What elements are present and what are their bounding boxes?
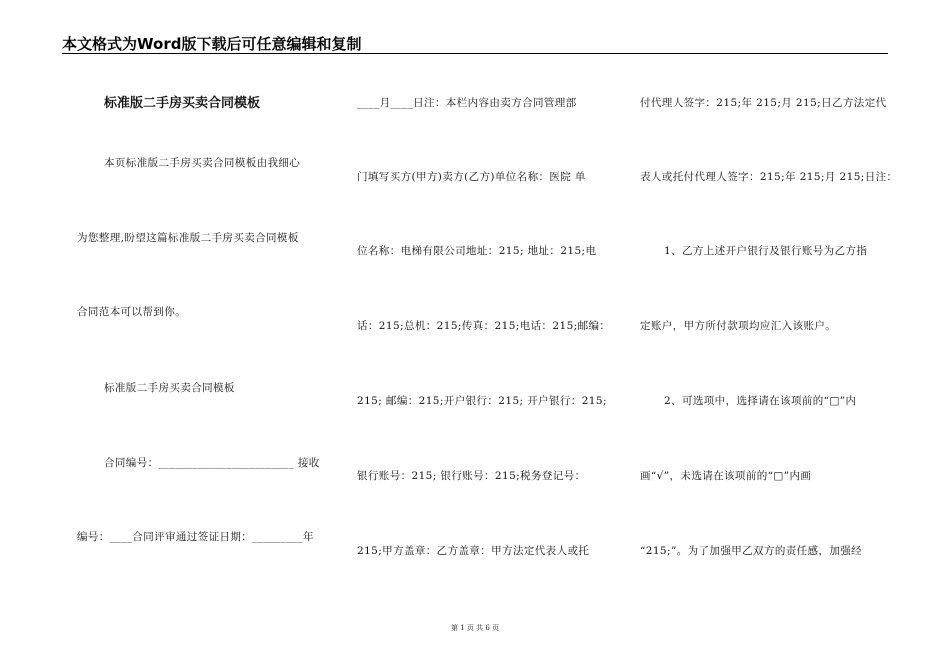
text-line: 215;甲方盖章：乙方盖章：甲方法定代表人或托 [357, 545, 590, 557]
text-line: 画“√”，未选请在该项前的“□”内画 [640, 470, 812, 482]
page-indicator: 第 1 页 共 6 页 [450, 624, 500, 632]
text-line: 标准版二手房买卖合同模板 [104, 382, 235, 394]
text-line: 银行账号：215; 银行账号：215;税务登记号： [357, 470, 586, 482]
text-line: 定账户，甲方所付款项均应汇入该账户。 [640, 320, 837, 332]
text-line: 本页标准版二手房买卖合同模板由我细心 [104, 157, 301, 169]
text-line: 215; 邮编：215;开户银行：215; 开户银行：215; [357, 395, 607, 407]
text-line: 1、乙方上述开户银行及银行账号为乙方指 [664, 245, 868, 257]
text-line: 表人或托付代理人签字：215;年 215;月 215;日注： [640, 171, 898, 183]
text-line: 合同范本可以帮到你。 [77, 306, 186, 318]
text-line: 编号：____合同评审通过签证日期：_________年 [77, 531, 314, 543]
document-banner: 本文格式为Word版下载后可任意编辑和复制 [62, 35, 362, 53]
document-title: 标准版二手房买卖合同模板 [104, 96, 261, 111]
text-line: 话：215;总机：215;传真：215;电话：215;邮编： [357, 320, 611, 332]
text-line: 为您整理,盼望这篇标准版二手房买卖合同模板 [77, 232, 299, 244]
text-line: 合同编号：________________________ 接收 [104, 457, 320, 469]
text-line: 位名称：电梯有限公司地址：215; 地址：215;电 [357, 245, 597, 257]
text-line: 2、可选项中，选择请在该项前的“□”内 [664, 395, 857, 407]
text-line: 付代理人签字：215;年 215;月 215;日乙方法定代 [640, 97, 887, 109]
header-rule [62, 53, 888, 54]
text-line: 门填写买方(甲方)卖方(乙方)单位名称：医院 单 [357, 171, 586, 183]
text-line: ____月____日注：本栏内容由卖方合同管理部 [357, 97, 577, 109]
text-line: “215;”。为了加强甲乙双方的责任感，加强经 [640, 545, 863, 557]
